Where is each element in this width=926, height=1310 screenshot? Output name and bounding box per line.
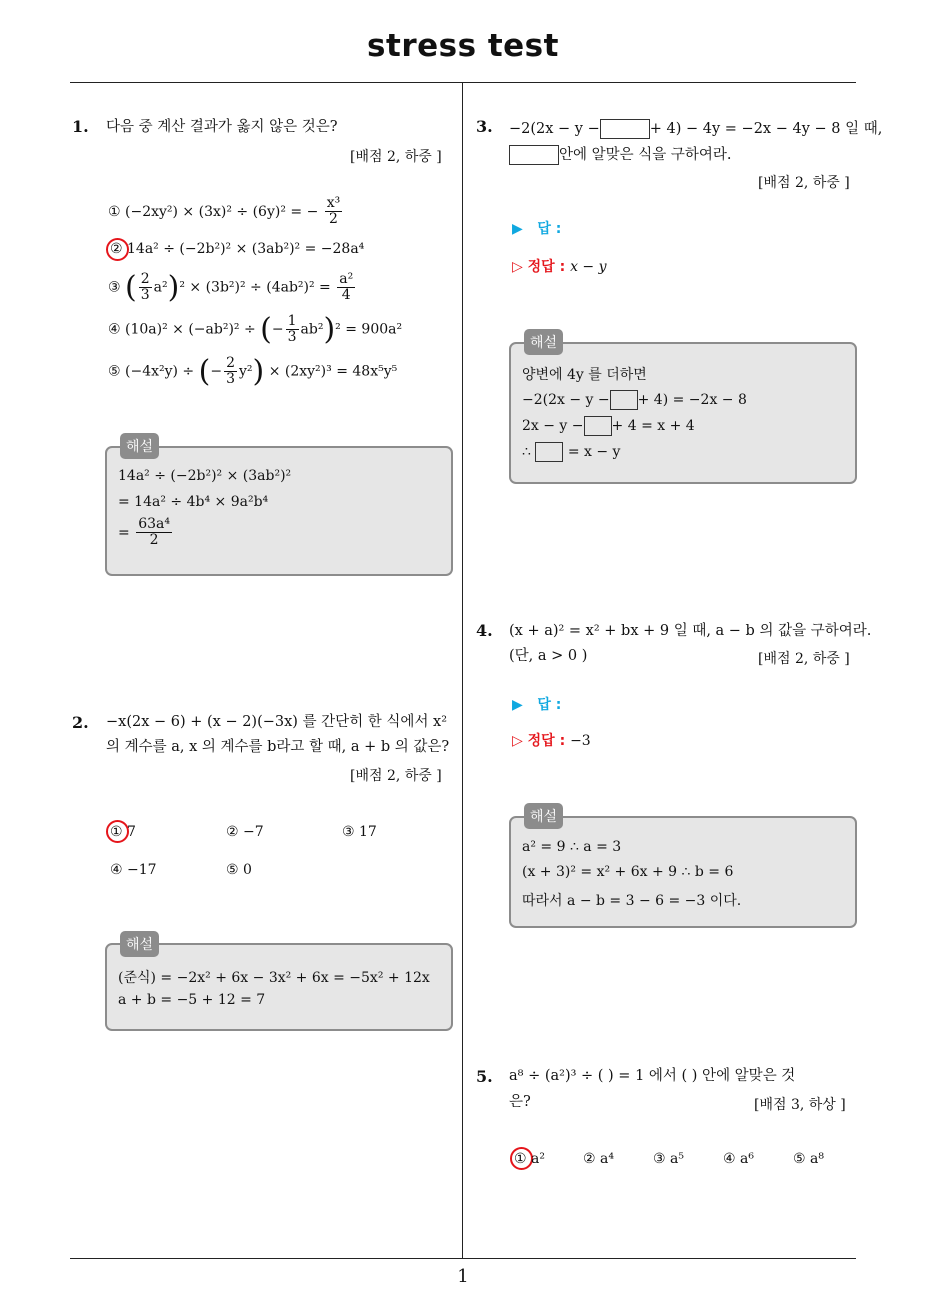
question-3-number: 3.: [476, 117, 493, 136]
question-3-line-1: −2(2x − y − + 4) − 4y = −2x − 4y − 8 일 때,: [509, 121, 883, 137]
q2-option-2[interactable]: ② −7: [226, 824, 264, 840]
q1-solution-box: [105, 446, 453, 576]
q2-option-1[interactable]: ① 7: [110, 824, 136, 840]
blank-box: [509, 145, 559, 165]
q4-solution-line-1: a² = 9 ∴ a = 3: [522, 839, 622, 855]
question-2-number: 2.: [72, 713, 89, 732]
q4-answer-row[interactable]: ▶ 답 :: [512, 697, 562, 713]
page-number: 1: [457, 1266, 469, 1287]
q1-solution-tag: 해설: [120, 433, 159, 459]
question-1-text: 다음 중 계산 결과가 옳지 않은 것은?: [106, 119, 338, 135]
question-5-line-1: a⁸ ÷ (a²)³ ÷ ( ) = 1 에서 ( ) 안에 알맞은 것: [509, 1068, 796, 1084]
question-1-meta: [배점 2, 하중 ]: [350, 149, 442, 165]
q4-solution-line-3: 따라서 a − b = 3 − 6 = −3 이다.: [522, 893, 742, 909]
q2-solution-box: [105, 943, 453, 1031]
q1-option-5[interactable]: ⑤ (−4x²y) ÷ (− $\frac{2}{3}$ y²) × (2xy²)³ = 48x⁵y⁵: [108, 354, 398, 389]
q1-solution-line-1: 14a² ÷ (−2b²)² × (3ab²)²: [118, 468, 292, 484]
question-5-number: 5.: [476, 1067, 493, 1086]
q1-option-1[interactable]: [108, 196, 344, 228]
q2-solution-tag: 해설: [120, 931, 159, 957]
q3-solution-line-3: 2x − y − + 4 = x + 4: [522, 418, 695, 434]
question-3-meta: [배점 2, 하중 ]: [758, 175, 850, 191]
q1-solution-line-2: = 14a² ÷ 4b⁴ × 9a²b⁴: [118, 494, 269, 510]
question-4-line-2: (단, a > 0 ): [509, 648, 588, 664]
q2-option-4[interactable]: ④ −17: [110, 862, 157, 878]
q2-solution-line-2: a + b = −5 + 12 = 7: [118, 992, 266, 1008]
blank-box: [600, 119, 650, 139]
q3-answer-row[interactable]: ▶ 답 :: [512, 221, 562, 237]
q5-option-3[interactable]: ③ a⁵: [653, 1151, 684, 1167]
q2-option-5[interactable]: ⑤ 0: [226, 862, 252, 878]
q5-option-4[interactable]: ④ a⁶: [723, 1151, 754, 1167]
q1-solution-line-3: = $\frac{\text{63a⁴}}{2}$: [118, 516, 170, 549]
question-5-line-2: 은?: [509, 1094, 531, 1110]
question-2-line-1: −x(2x − 6) + (x − 2)(−3x) 를 간단히 한 식에서 x²: [106, 714, 448, 730]
q2-solution-line-1: (준식) = −2x² + 6x − 3x² + 6x = −5x² + 12x: [118, 970, 430, 986]
question-4-meta: [배점 2, 하중 ]: [758, 651, 850, 667]
question-1-number: 1.: [72, 117, 89, 136]
q4-solution-line-2: (x + 3)² = x² + 6x + 9 ∴ b = 6: [522, 864, 734, 880]
q5-option-2[interactable]: ② a⁴: [583, 1151, 614, 1167]
q3-solution-line-1: 양변에 4y 를 더하면: [522, 367, 647, 383]
page-title: stress test: [367, 28, 559, 64]
outline-play-icon: ▷: [512, 733, 523, 749]
q3-solution-tag: 해설: [524, 329, 563, 355]
outline-play-icon: ▷: [512, 259, 523, 275]
play-icon: ▶: [512, 697, 523, 713]
question-4-line-1: (x + a)² = x² + bx + 9 일 때, a − b 의 값을 구하여라.: [509, 623, 872, 639]
q3-correct-row: ▷ 정답 : x − y: [512, 259, 607, 275]
q4-solution-tag: 해설: [524, 803, 563, 829]
play-icon: ▶: [512, 221, 523, 237]
q1-option-1-fraction: $\frac{\text{x³}}{2}$: [326, 195, 341, 228]
q4-correct-row: ▷ 정답 : −3: [512, 733, 591, 749]
question-2-line-2: 의 계수를 a, x 의 계수를 b라고 할 때, a + b 의 값은?: [106, 739, 450, 755]
q1-option-2[interactable]: ② 14a² ÷ (−2b²)² × (3ab²)² = −28a⁴: [110, 241, 365, 257]
column-divider: [462, 83, 463, 1258]
question-5-meta: [배점 3, 하상 ]: [754, 1097, 846, 1113]
question-3-line-2: 안에 알맞은 식을 구하여라.: [509, 142, 732, 169]
q3-solution-line-4: ∴ = x − y: [522, 444, 621, 460]
question-2-meta: [배점 2, 하중 ]: [350, 768, 442, 784]
q3-solution-line-2: −2(2x − y − + 4) = −2x − 8: [522, 392, 747, 408]
bottom-divider: [70, 1258, 856, 1259]
q5-option-5[interactable]: ⑤ a⁸: [793, 1151, 824, 1167]
q1-option-1-text: ① (−2xy²) × (3x)² ÷ (6y)² = −: [108, 203, 319, 220]
q1-option-4[interactable]: ④ (10a)² × (−ab²)² ÷ (− $\frac{1}{3}$ ab²)² = 900a²: [108, 312, 403, 347]
q1-option-3[interactable]: ③ ( $\frac{2}{3}$ a²)² × (3b²)² ÷ (4ab²)² = $\frac{\text{a²}}{4}$: [108, 270, 354, 305]
question-4-number: 4.: [476, 621, 493, 640]
q2-option-3[interactable]: ③ 17: [342, 824, 377, 840]
q5-option-1[interactable]: ① a²: [514, 1151, 545, 1167]
top-divider: [70, 82, 856, 83]
